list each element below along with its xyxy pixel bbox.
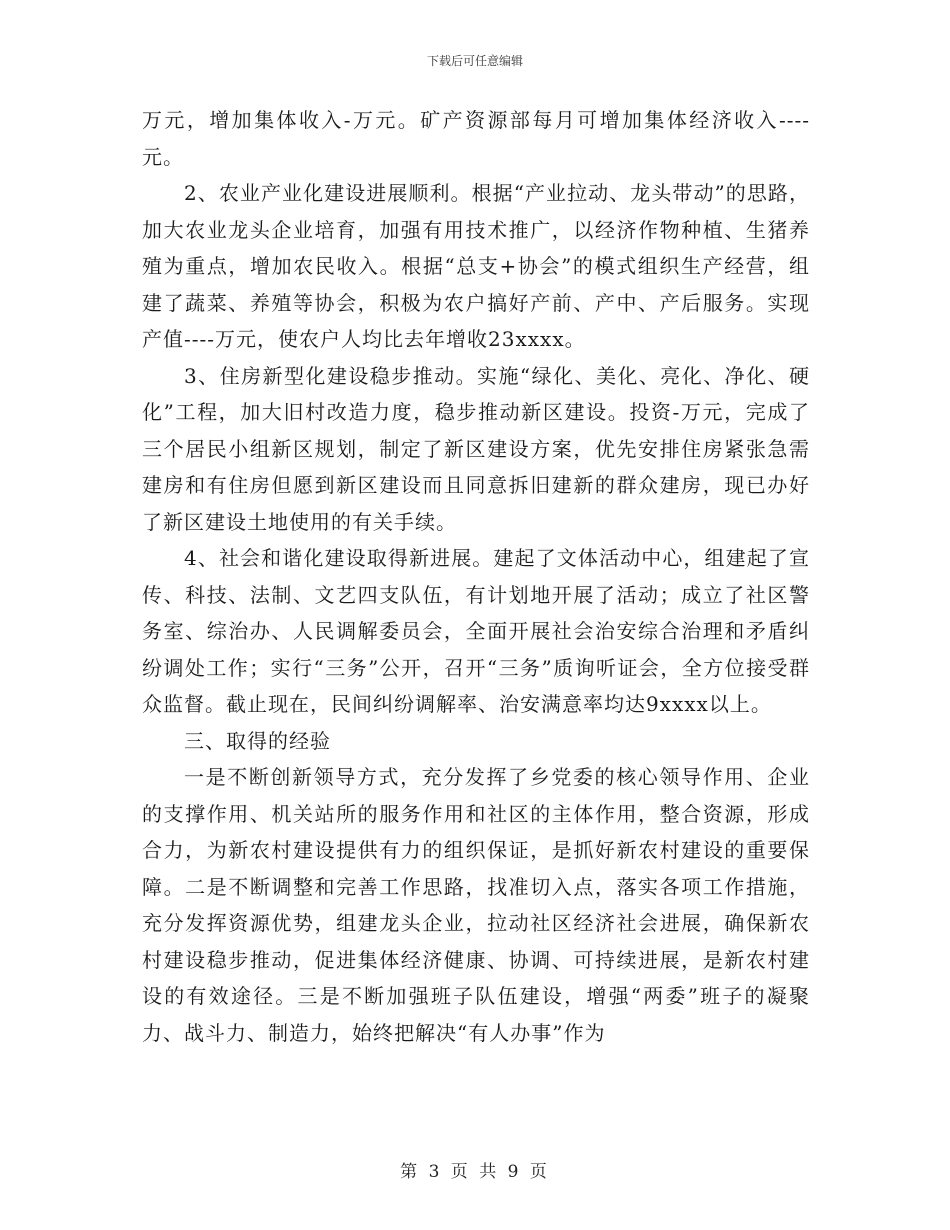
paragraph-experience: 一是不断创新领导方式，充分发挥了乡党委的核心领导作用、企业的支撑作用、机关站所的服务作用和社区的主体作用，整合资源，形成合力，为新农村建设提供有力的组织保证，是抓好新农村建设的重要保障。二是不断调整和完善工作思路，找准切入点，落实各项工作措施，充分发挥资源优势，组建龙头企业，拉动社区经济社会进展，确保新农村建设稳步推动，促进集体经济健康、协调、可持续进展，是新农村建设的有效途径。三是不断加强班子队伍建设，增强“两委”班子的凝聚力、战斗力、制造力，始终把解决“有人办事”作为: [142, 765, 810, 1045]
paragraph-housing: 3、住房新型化建设稳步推动。实施“绿化、美化、亮化、净化、硬化”工程，加大旧村改造力度，稳步推动新区建设。投资-万元，完成了三个居民小组新区规划，制定了新区建设方案，优先安排住房紧张急需建房和有住房但愿到新区建设而且同意拆旧建新的群众建房，现已办好了新区建设土地使用的有关手续。: [142, 363, 810, 534]
page-number: 第 3 页 共 9 页: [400, 1162, 550, 1182]
paragraph-agriculture: 2、农业产业化建设进展顺利。根据“产业拉动、龙头带动”的思路，加大农业龙头企业培育，加强有用技术推广，以经济作物种植、生猪养殖为重点，增加农民收入。根据“总支+协会”的模式组织生产经营，组建了蔬菜、养殖等协会，积极为农户搞好产前、产中、产后服务。实现产值----万元，使农户人均比去年增收23xxxx。: [142, 181, 810, 351]
section-heading-experience: 三、取得的经验: [184, 728, 331, 753]
paragraph-social-harmony: 4、社会和谐化建设取得新进展。建起了文体活动中心，组建起了宣传、科技、法制、文艺四支队伍，有计划地开展了活动；成立了社区警务室、综治办、人民调解委员会，全面开展社会治安综合治理和矛盾纠纷调处工作；实行“三务”公开，召开“三务”质询听证会，全方位接受群众监督。截止现在，民间纠纷调解率、治安满意率均达9xxxx以上。: [142, 546, 810, 716]
document-body: [142, 102, 810, 1051]
paragraph-continuation: 万元，增加集体收入-万元。矿产资源部每月可增加集体经济收入----元。: [142, 108, 810, 169]
page-header-note: 下载后可任意编辑: [426, 54, 523, 68]
